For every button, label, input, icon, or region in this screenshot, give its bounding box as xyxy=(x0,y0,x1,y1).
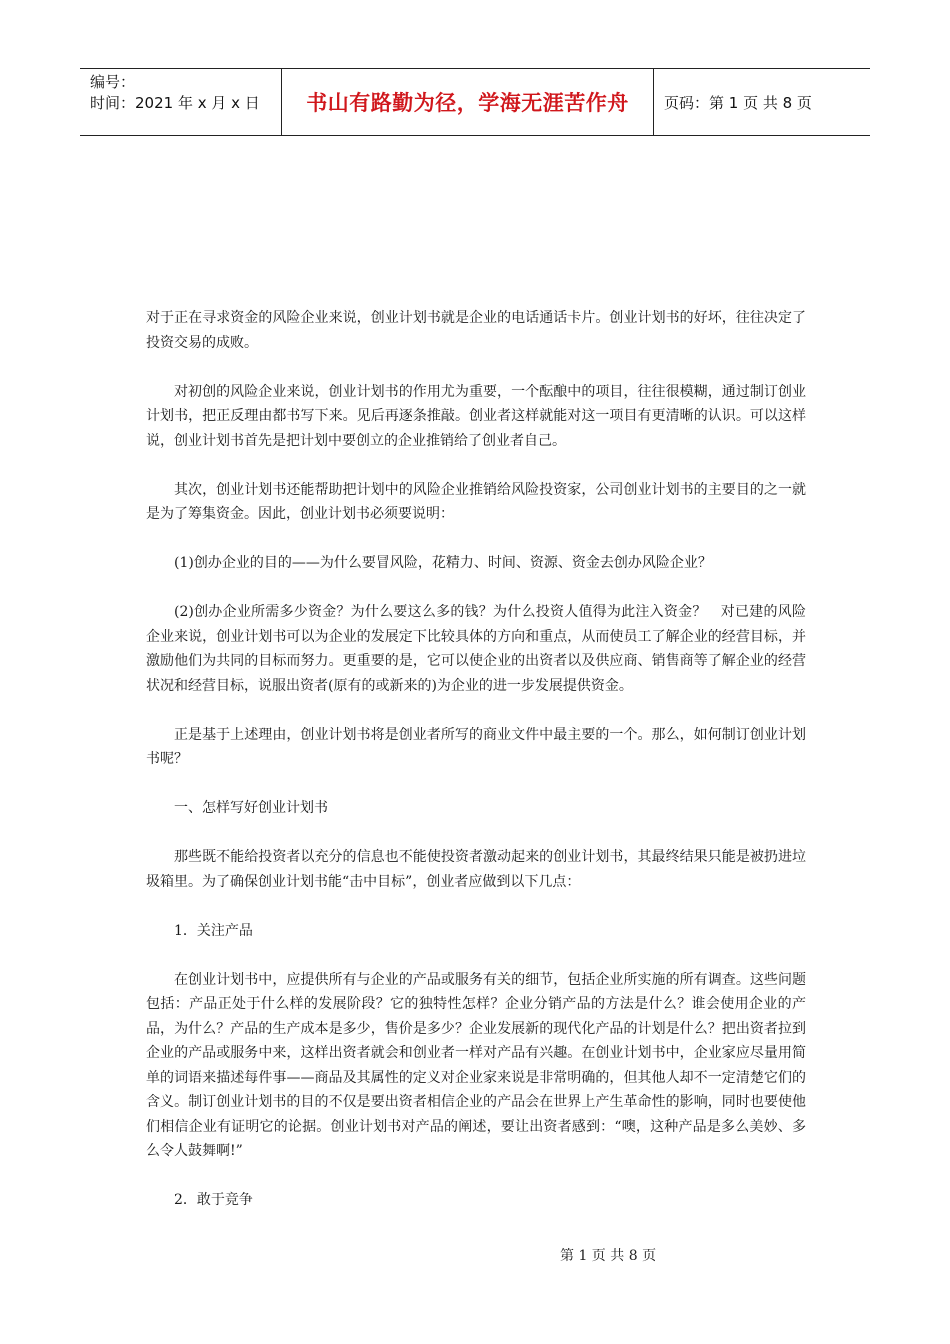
body-paragraph: 在创业计划书中，应提供所有与企业的产品或服务有关的细节，包括企业所实施的所有调查。这些问题包括：产品正处于什么样的发展阶段？它的独特性怎样？企业分销产品的方法是什么？谁会使用企业的产品，为什么？产品的生产成本是多少，售价是多少？企业发展新的现代化产品的计划是什么？把出资者拉到企业的产品或服务中来，这样出资者就会和创业者一样对产品有兴趣。在创业计划书中，企业家应尽量用简单的词语来描述每件事——商品及其属性的定义对企业家来说是非常明确的，但其他人却不一定清楚它们的含义。制订创业计划书的目的不仅是要出资者相信企业的产品会在世界上产生革命性的影响，同时也要使他们相信企业有证明它的论据。创业计划书对产品的阐述，要让出资者感到：“噢，这种产品是多么美妙、多么令人鼓舞啊!” xyxy=(146,971,806,1159)
doc-number-label: 编号： xyxy=(90,73,136,91)
body-paragraph: 一、怎样写好创业计划书 xyxy=(174,800,328,816)
document-header xyxy=(80,68,870,136)
page-info: 页码：第 1 页 共 8 页 xyxy=(664,93,812,112)
date-label: 时间：2021 年 x 月 x 日 xyxy=(90,94,260,112)
header-page-cell xyxy=(654,69,870,135)
header-motto-cell xyxy=(282,69,654,135)
header-meta-cell xyxy=(80,69,282,135)
document-body xyxy=(146,306,806,1237)
body-paragraph: 1．关注产品 xyxy=(174,922,253,939)
page-footer: 第 1 页 共 8 页 xyxy=(560,1248,657,1264)
body-paragraph: (1)创办企业的目的——为什么要冒风险，花精力、时间、资源、资金去创办风险企业？ xyxy=(174,555,712,571)
body-paragraph: 2．敢于竞争 xyxy=(174,1192,253,1208)
body-paragraph: 那些既不能给投资者以充分的信息也不能使投资者激动起来的创业计划书，其最终结果只能是被扔进垃圾箱里。为了确保创业计划书能“击中目标”，创业者应做到以下几点： xyxy=(146,849,806,890)
body-paragraph: 正是基于上述理由，创业计划书将是创业者所写的商业文件中最主要的一个。那么，如何制订创业计划书呢？ xyxy=(146,726,806,767)
body-paragraph: 对于正在寻求资金的风险企业来说，创业计划书就是企业的电话通话卡片。创业计划书的好坏，往往决定了投资交易的成败。 xyxy=(146,310,806,351)
body-paragraph: (2)创办企业所需多少资金？为什么要这么多的钱？为什么投资人值得为此注入资金？ 对已建的风险企业来说，创业计划书可以为企业的发展定下比较具体的方向和重点，从而使员工了解企业的经营目标，并激励他们为共同的目标而努力。更重要的是，它可以使企业的出资者以及供应商、销售商等了解企业的经营状况和经营目标，说服出资者(原有的或新来的)为企业的进一步发展提供资金。 xyxy=(146,604,806,694)
motto-text: 书山有路勤为径，学海无涯苦作舟 xyxy=(306,91,629,115)
body-paragraph: 其次，创业计划书还能帮助把计划中的风险企业推销给风险投资家，公司创业计划书的主要目的之一就是为了筹集资金。因此，创业计划书必须要说明： xyxy=(146,481,806,522)
body-paragraph: 对初创的风险企业来说，创业计划书的作用尤为重要，一个酝酿中的项目，往往很模糊，通过制订创业计划书，把正反理由都书写下来。见后再逐条推敲。创业者这样就能对这一项目有更清晰的认识。可以这样说，创业计划书首先是把计划中要创立的企业推销给了创业者自己。 xyxy=(146,383,806,449)
